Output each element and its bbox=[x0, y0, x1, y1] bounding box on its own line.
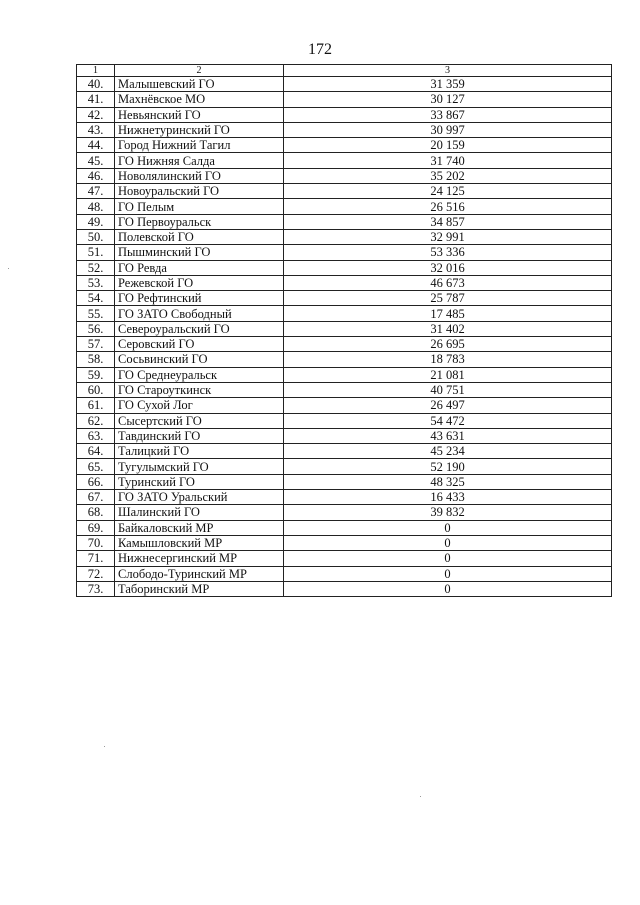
table-row bbox=[77, 520, 612, 535]
amount-cell: 46 673 bbox=[284, 275, 612, 290]
table-row bbox=[77, 398, 612, 413]
municipality-name-cell: ГО Нижняя Салда bbox=[115, 153, 284, 168]
amount-cell: 31 740 bbox=[284, 153, 612, 168]
amount-cell: 21 081 bbox=[284, 367, 612, 382]
table-row bbox=[77, 321, 612, 336]
municipality-name-cell: ГО Среднеуральск bbox=[115, 367, 284, 382]
amount-cell: 32 016 bbox=[284, 260, 612, 275]
table-row bbox=[77, 77, 612, 92]
amount-cell: 45 234 bbox=[284, 444, 612, 459]
table-row bbox=[77, 245, 612, 260]
municipality-name-cell: Полевской ГО bbox=[115, 229, 284, 244]
column-header-1: 1 bbox=[77, 65, 115, 77]
municipality-name-cell: Североуральский ГО bbox=[115, 321, 284, 336]
municipality-name-cell: ГО Первоуральск bbox=[115, 214, 284, 229]
municipality-name-cell: Город Нижний Тагил bbox=[115, 138, 284, 153]
table-row bbox=[77, 168, 612, 183]
amount-cell: 48 325 bbox=[284, 474, 612, 489]
row-number-cell: 47. bbox=[77, 184, 115, 199]
table-row bbox=[77, 306, 612, 321]
amount-cell: 35 202 bbox=[284, 168, 612, 183]
municipality-name-cell: Тавдинский ГО bbox=[115, 428, 284, 443]
amount-cell: 24 125 bbox=[284, 184, 612, 199]
row-number-cell: 42. bbox=[77, 107, 115, 122]
row-number-cell: 67. bbox=[77, 490, 115, 505]
municipality-name-cell: Сысертский ГО bbox=[115, 413, 284, 428]
table-row bbox=[77, 535, 612, 550]
row-number-cell: 64. bbox=[77, 444, 115, 459]
table-row bbox=[77, 413, 612, 428]
row-number-cell: 53. bbox=[77, 275, 115, 290]
municipality-name-cell: Слободо-Туринский МР bbox=[115, 566, 284, 581]
row-number-cell: 62. bbox=[77, 413, 115, 428]
table-row bbox=[77, 459, 612, 474]
row-number-cell: 46. bbox=[77, 168, 115, 183]
amount-cell: 31 402 bbox=[284, 321, 612, 336]
row-number-cell: 65. bbox=[77, 459, 115, 474]
row-number-cell: 69. bbox=[77, 520, 115, 535]
municipality-name-cell: Нижнетуринский ГО bbox=[115, 122, 284, 137]
row-number-cell: 40. bbox=[77, 77, 115, 92]
municipality-name-cell: Туринский ГО bbox=[115, 474, 284, 489]
amount-cell: 30 127 bbox=[284, 92, 612, 107]
row-number-cell: 60. bbox=[77, 382, 115, 397]
table-row bbox=[77, 260, 612, 275]
table-row bbox=[77, 122, 612, 137]
municipality-name-cell: ГО ЗАТО Уральский bbox=[115, 490, 284, 505]
row-number-cell: 63. bbox=[77, 428, 115, 443]
page-number: 172 bbox=[308, 41, 332, 58]
table-row bbox=[77, 138, 612, 153]
municipality-name-cell: Тугулымский ГО bbox=[115, 459, 284, 474]
amount-cell: 17 485 bbox=[284, 306, 612, 321]
municipality-name-cell: Невьянский ГО bbox=[115, 107, 284, 122]
amount-cell: 32 991 bbox=[284, 229, 612, 244]
row-number-cell: 68. bbox=[77, 505, 115, 520]
table-row bbox=[77, 352, 612, 367]
municipality-name-cell: Серовский ГО bbox=[115, 337, 284, 352]
table-body bbox=[77, 77, 612, 597]
amount-cell: 26 497 bbox=[284, 398, 612, 413]
municipality-name-cell: Шалинский ГО bbox=[115, 505, 284, 520]
row-number-cell: 44. bbox=[77, 138, 115, 153]
table-row bbox=[77, 214, 612, 229]
amount-cell: 0 bbox=[284, 566, 612, 581]
municipality-name-cell: Малышевский ГО bbox=[115, 77, 284, 92]
row-number-cell: 43. bbox=[77, 122, 115, 137]
row-number-cell: 56. bbox=[77, 321, 115, 336]
municipality-name-cell: Камышловский МР bbox=[115, 535, 284, 550]
municipality-name-cell: Сосьвинский ГО bbox=[115, 352, 284, 367]
amount-cell: 0 bbox=[284, 520, 612, 535]
table-row bbox=[77, 490, 612, 505]
municipality-name-cell: Байкаловский МР bbox=[115, 520, 284, 535]
table-row bbox=[77, 275, 612, 290]
amount-cell: 34 857 bbox=[284, 214, 612, 229]
amount-cell: 40 751 bbox=[284, 382, 612, 397]
table-row bbox=[77, 382, 612, 397]
table-row bbox=[77, 581, 612, 596]
municipality-name-cell: Нижнесергинский МР bbox=[115, 551, 284, 566]
row-number-cell: 72. bbox=[77, 566, 115, 581]
municipality-name-cell: Новоуральский ГО bbox=[115, 184, 284, 199]
row-number-cell: 55. bbox=[77, 306, 115, 321]
amount-cell: 25 787 bbox=[284, 291, 612, 306]
municipality-name-cell: ГО Староуткинск bbox=[115, 382, 284, 397]
amount-cell: 20 159 bbox=[284, 138, 612, 153]
table-row bbox=[77, 505, 612, 520]
municipality-name-cell: Новолялинский ГО bbox=[115, 168, 284, 183]
column-header-2: 2 bbox=[115, 65, 284, 77]
municipality-name-cell: ГО Пелым bbox=[115, 199, 284, 214]
amount-cell: 16 433 bbox=[284, 490, 612, 505]
row-number-cell: 57. bbox=[77, 337, 115, 352]
scan-speck bbox=[8, 268, 9, 269]
amount-cell: 0 bbox=[284, 551, 612, 566]
table-row bbox=[77, 153, 612, 168]
table-row bbox=[77, 107, 612, 122]
table-row bbox=[77, 229, 612, 244]
amount-cell: 33 867 bbox=[284, 107, 612, 122]
amount-cell: 53 336 bbox=[284, 245, 612, 260]
municipality-name-cell: Режевской ГО bbox=[115, 275, 284, 290]
municipality-name-cell: ГО Рефтинский bbox=[115, 291, 284, 306]
table-row bbox=[77, 367, 612, 382]
row-number-cell: 59. bbox=[77, 367, 115, 382]
table-row bbox=[77, 337, 612, 352]
municipality-name-cell: ГО Сухой Лог bbox=[115, 398, 284, 413]
table-row bbox=[77, 551, 612, 566]
table-row bbox=[77, 199, 612, 214]
amount-cell: 0 bbox=[284, 581, 612, 596]
row-number-cell: 48. bbox=[77, 199, 115, 214]
amount-cell: 54 472 bbox=[284, 413, 612, 428]
municipality-name-cell: Махнёвское МО bbox=[115, 92, 284, 107]
table-row bbox=[77, 444, 612, 459]
row-number-cell: 49. bbox=[77, 214, 115, 229]
table-header-row bbox=[77, 65, 612, 77]
row-number-cell: 52. bbox=[77, 260, 115, 275]
amount-cell: 43 631 bbox=[284, 428, 612, 443]
amount-cell: 39 832 bbox=[284, 505, 612, 520]
table-row bbox=[77, 92, 612, 107]
amount-cell: 18 783 bbox=[284, 352, 612, 367]
row-number-cell: 41. bbox=[77, 92, 115, 107]
scan-speck bbox=[104, 746, 105, 747]
row-number-cell: 58. bbox=[77, 352, 115, 367]
amount-cell: 31 359 bbox=[284, 77, 612, 92]
table-row bbox=[77, 291, 612, 306]
row-number-cell: 50. bbox=[77, 229, 115, 244]
amount-cell: 26 695 bbox=[284, 337, 612, 352]
row-number-cell: 45. bbox=[77, 153, 115, 168]
table-row bbox=[77, 428, 612, 443]
municipality-name-cell: Таборинский МР bbox=[115, 581, 284, 596]
amount-cell: 52 190 bbox=[284, 459, 612, 474]
municipality-name-cell: Талицкий ГО bbox=[115, 444, 284, 459]
row-number-cell: 54. bbox=[77, 291, 115, 306]
row-number-cell: 71. bbox=[77, 551, 115, 566]
row-number-cell: 73. bbox=[77, 581, 115, 596]
municipality-name-cell: ГО ЗАТО Свободный bbox=[115, 306, 284, 321]
amount-cell: 26 516 bbox=[284, 199, 612, 214]
data-table bbox=[76, 64, 612, 597]
row-number-cell: 70. bbox=[77, 535, 115, 550]
column-header-3: 3 bbox=[284, 65, 612, 77]
amount-cell: 30 997 bbox=[284, 122, 612, 137]
table-row bbox=[77, 184, 612, 199]
amount-cell: 0 bbox=[284, 535, 612, 550]
table-row bbox=[77, 566, 612, 581]
municipality-name-cell: ГО Ревда bbox=[115, 260, 284, 275]
row-number-cell: 66. bbox=[77, 474, 115, 489]
row-number-cell: 51. bbox=[77, 245, 115, 260]
municipality-name-cell: Пышминский ГО bbox=[115, 245, 284, 260]
scan-speck bbox=[420, 796, 421, 797]
table-row bbox=[77, 474, 612, 489]
row-number-cell: 61. bbox=[77, 398, 115, 413]
